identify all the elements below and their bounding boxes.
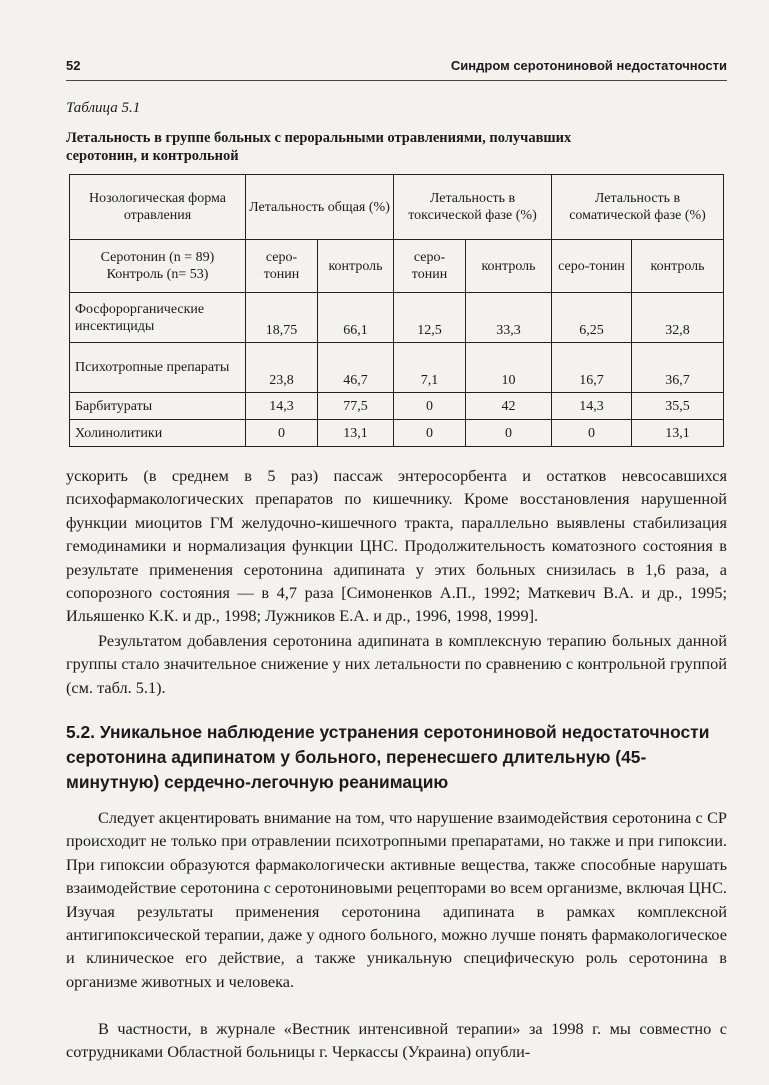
table-header-row <box>70 175 724 240</box>
table-cell: 46,7 <box>318 343 394 393</box>
header-group-somatic: Летальность в соматической фазе (%) <box>552 175 724 240</box>
table-row <box>70 293 724 343</box>
table-cell: 13,1 <box>318 420 394 447</box>
row-label: Барбитураты <box>70 393 246 420</box>
header-rule <box>66 80 727 81</box>
table-cell: 7,1 <box>394 343 466 393</box>
section-heading: 5.2. Уникальное наблюдение устранения серотониновой недостаточности серотонина адипинатом у больного, перенесшего длительную (45-минутную) сердечно-легочную реанимацию <box>66 722 710 792</box>
sub-control: контроль <box>632 240 724 293</box>
table-cell: 0 <box>552 420 632 447</box>
running-header <box>66 58 727 78</box>
running-title: Синдром серотониновой недостаточности <box>450 58 727 73</box>
table-cell: 6,25 <box>552 293 632 343</box>
row-label: Психотропные препараты <box>70 343 246 393</box>
paragraph-result: Результатом добавления серотонина адипината в комплексную терапию больных данной группы стало значительное снижение у них летальности по сравнению с контрольной группой (см. табл. 5.1). <box>66 631 727 697</box>
table-cell: 77,5 <box>318 393 394 420</box>
table-cell: 32,8 <box>632 293 724 343</box>
table-subheader-row <box>70 240 724 293</box>
table-cell: 13,1 <box>632 420 724 447</box>
sub-serotonin: серо-тонин <box>552 240 632 293</box>
legend-control: Контроль (n= 53) <box>106 267 209 282</box>
table-cell: 10 <box>466 343 552 393</box>
table-cell: 18,75 <box>246 293 318 343</box>
table-cell: 0 <box>246 420 318 447</box>
sub-serotonin: серо-тонин <box>246 240 318 293</box>
row-label: Фосфорорганические инсектициды <box>70 293 246 343</box>
table-cell: 33,3 <box>466 293 552 343</box>
table-cell: 16,7 <box>552 343 632 393</box>
table-cell: 0 <box>394 393 466 420</box>
sub-serotonin: серо-тонин <box>394 240 466 293</box>
table-cell: 0 <box>466 420 552 447</box>
header-group-toxic: Летальность в токсической фазе (%) <box>394 175 552 240</box>
table-caption: Таблица 5.1 <box>66 100 141 116</box>
sub-control: контроль <box>466 240 552 293</box>
table-cell: 42 <box>466 393 552 420</box>
paragraph-continuation: ускорить (в среднем в 5 раз) пассаж энтеросорбента и остатков невсосавшихся психофармакологических препаратов по кишечнику. Кроме восстановления нарушенной функции миоцитов ГМ желудочно-кишечного тракта, параллельно выявлены стабилизация гемодинамики и нормализация функции ЦНС. Продолжительность коматозного состояния в результате применения серотонина адипината у этих больных снизилась в 1,6 раза, а сопорозного состояния — в 4,7 раза [Симоненков А.П., 1992; Маткевич В.А. и др., 1995; Ильяшенко К.К. и др., 1998; Лужников Е.А. и др., 1996, 1998, 1999]. <box>66 466 727 626</box>
sub-control: контроль <box>318 240 394 293</box>
table-cell: 66,1 <box>318 293 394 343</box>
mortality-table <box>69 174 724 447</box>
legend-serotonin: Серотонин (n = 89) <box>100 250 215 265</box>
table-title: Летальность в группе больных с пероральными отравлениями, получавших серотонин, и контрольной <box>66 130 572 164</box>
header-nosology: Нозологическая форма отравления <box>70 175 246 240</box>
header-groups-legend <box>70 240 246 293</box>
paragraph-journal: В частности, в журнале «Вестник интенсивной терапии» за 1998 г. мы совместно с сотрудниками Областной больницы г. Черкассы (Украина) опубли- <box>66 1019 727 1062</box>
row-label: Холинолитики <box>70 420 246 447</box>
table-row <box>70 393 724 420</box>
header-group-total: Летальность общая (%) <box>246 175 394 240</box>
table-row <box>70 420 724 447</box>
table-cell: 0 <box>394 420 466 447</box>
page-number: 52 <box>66 58 81 73</box>
table-cell: 23,8 <box>246 343 318 393</box>
paragraph-hypoxia: Следует акцентировать внимание на том, что нарушение взаимодействия серотонина с СР происходит не только при отравлении психотропными препаратами, но также и при гипоксии. При гипоксии образуются фармакологически активные вещества, также способные нарушать взаимодействие серотонина с серотониновыми рецепторами во всем организме, включая ЦНС. Изучая результаты применения серотонина адипината в рамках комплексной антигипоксической терапии, даже у одного больного, можно лучше понять фармакологическое и клиническое его действие, а также уникальную специфическую роль серотонина в организме животных и человека. <box>66 808 727 991</box>
table-cell: 36,7 <box>632 343 724 393</box>
table-cell: 12,5 <box>394 293 466 343</box>
table-cell: 35,5 <box>632 393 724 420</box>
table-row <box>70 343 724 393</box>
table-cell: 14,3 <box>246 393 318 420</box>
table-cell: 14,3 <box>552 393 632 420</box>
